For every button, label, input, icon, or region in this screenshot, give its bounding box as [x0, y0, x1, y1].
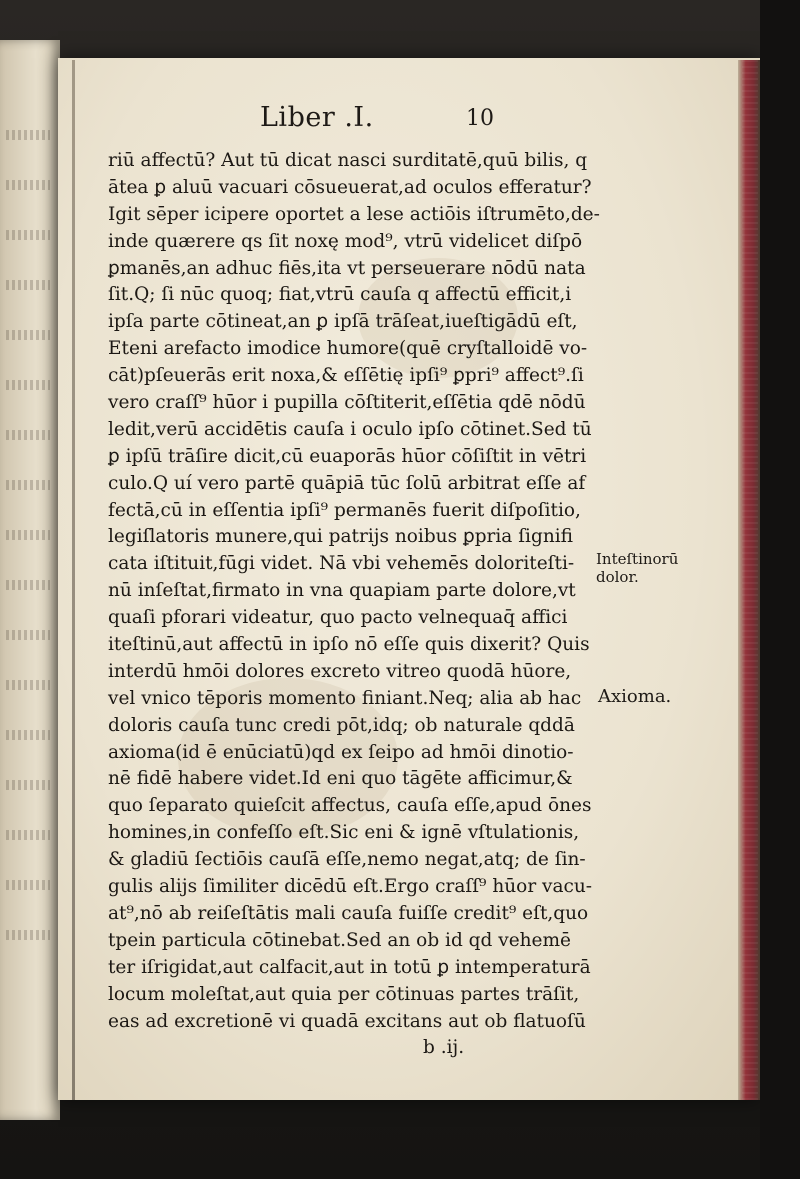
- page-number: 10: [466, 106, 494, 131]
- margin-note-line: dolor.: [596, 568, 639, 586]
- text-line: axioma(id ē enūciatū)qd ex ſeipo ad hmōi dinotio-: [108, 741, 574, 763]
- text-line: ſit.Q; ſi nūc quoq; fiat,vtrū cauſa q affectū efficit,i: [108, 284, 572, 306]
- background-strip: [760, 0, 800, 1179]
- bleed-through-text: [6, 330, 50, 340]
- bleed-through-text: [6, 580, 50, 590]
- text-line: doloris cauſa tunc credi pōt,idq; ob naturale qddā: [108, 714, 575, 736]
- text-line: vel vnico tēporis momento finiant.Neq; alia ab hac: [108, 687, 582, 709]
- bleed-through-text: [6, 530, 50, 540]
- margin-note-axioma: [598, 688, 671, 706]
- page-gutter-line: [72, 60, 75, 1100]
- text-line: at⁹,nō ab reiſeſtātis mali cauſa fuiſſe credit⁹ eſt,quo: [108, 902, 589, 924]
- bleed-through-text: [6, 930, 50, 940]
- text-line: tpein particula cōtinebat.Sed an ob id qd vehemē: [108, 929, 571, 951]
- bleed-through-text: [6, 480, 50, 490]
- text-line: nē fidē habere videt.Id eni quo tāgēte afficimur,&: [108, 768, 573, 790]
- text-line: ledit,verū accidētis cauſa i oculo ipſo cōtinet.Sed tū: [108, 418, 592, 440]
- text-line: homines,in confeſſo eſt.Sic eni & ignē vſtulationis,: [108, 822, 580, 844]
- text-line: eas ad excretionē vi quadā excitans aut ob flatuoſū: [108, 1010, 586, 1032]
- book-edge-texture: [742, 60, 758, 1100]
- main-text-column: [108, 148, 600, 1062]
- bleed-through-text: [6, 430, 50, 440]
- text-line: Igit sēper icipere oportet a lese actiōis iſtrumēto,de-: [108, 203, 600, 225]
- bleed-through-text: [6, 230, 50, 240]
- text-line: riū affectū? Aut tū dicat nasci surditatē,quū bilis, q: [108, 150, 588, 171]
- bleed-through-text: [6, 880, 50, 890]
- margin-note-line: Inteſtinorū: [596, 550, 679, 568]
- text-line: quo ſeparato quieſcit affectus, cauſa eſſe,apud ōnes: [108, 795, 592, 817]
- margin-note-intestinorum: [596, 550, 678, 586]
- text-line: ter iſrigidat,aut calfacit,aut in totū ꝑ intemperaturā: [108, 956, 591, 978]
- facing-page-edge: [0, 40, 60, 1120]
- text-line: Eteni arefacto imodice humore(quē cryſtalloidē vo-: [108, 338, 588, 360]
- text-line: cata iſtituit,fūgi videt. Nā vbi vehemēs doloriteſti-: [108, 553, 575, 575]
- text-line: vero craſſ⁹ hūor i pupilla cōſtiterit,eſſētia qdē nōdū: [108, 392, 586, 414]
- text-line: ipſa parte cōtineat,an ꝑ ipſā trāſeat,iueſtigādū eſt,: [108, 311, 578, 333]
- text-line: & gladiū ſectiōis cauſā eſſe,nemo negat,atq; de ſin-: [108, 849, 586, 871]
- margin-note-line: Axioma.: [598, 686, 672, 707]
- running-title: Liber .I.: [260, 102, 374, 133]
- text-line: quaſi pforari videatur, quo pacto velnequaq̄ affici: [108, 607, 568, 629]
- text-line: ātea ꝑ aluū vacuari cōsueuerat,ad oculos efferatur?: [108, 176, 592, 198]
- signature-mark: b .ij.: [423, 1037, 465, 1059]
- bleed-through-text: [6, 280, 50, 290]
- text-line: culo.Q uí vero partē quāpiā tūc ſolū arbitrat eſſe af: [108, 472, 586, 494]
- bleed-through-text: [6, 380, 50, 390]
- bleed-through-text: [6, 830, 50, 840]
- bleed-through-text: [6, 180, 50, 190]
- text-line: legiſlatoris munere,qui patrijs noibus ꝑpria ſignifi: [108, 526, 573, 548]
- bleed-through-text: [6, 780, 50, 790]
- bleed-through-text: [6, 130, 50, 140]
- text-line: fectā,cū in eſſentia ipſi⁹ permanēs fuerit diſpoſitio,: [108, 499, 581, 521]
- text-line: locum moleſtat,aut quia per cōtinuas partes trāſit,: [108, 983, 580, 1005]
- text-line: inde quærere qs ſit noxę mod⁹, vtrū videlicet diſpō: [108, 230, 583, 252]
- text-line: gulis alijs ſimiliter dicēdū eſt.Ergo craſſ⁹ hūor vacu-: [108, 876, 593, 898]
- bleed-through-text: [6, 630, 50, 640]
- text-line: interdū hmōi dolores excreto vitreo quodā hūore,: [108, 660, 572, 682]
- bleed-through-text: [6, 680, 50, 690]
- text-line: ꝑmanēs,an adhuc fiēs,ita vt perseuerare nōdū nata: [108, 257, 586, 279]
- bleed-through-text: [6, 730, 50, 740]
- running-header: [230, 102, 690, 142]
- text-line: cāt)pſeuerās erit noxa,& eſſētię ipſi⁹ ꝑpri⁹ affect⁹.ſi: [108, 365, 584, 387]
- text-line: nū inſeſtat,firmato in vna quapiam parte dolore,vt: [108, 580, 576, 602]
- text-line: ꝑ ipſū trāſire dicit,cū euaporās hūor cōſiſtit in vētri: [108, 445, 587, 467]
- text-line: iteſtinū,aut affectū in ipſo nō eſſe quis dixerit? Quis: [108, 634, 590, 656]
